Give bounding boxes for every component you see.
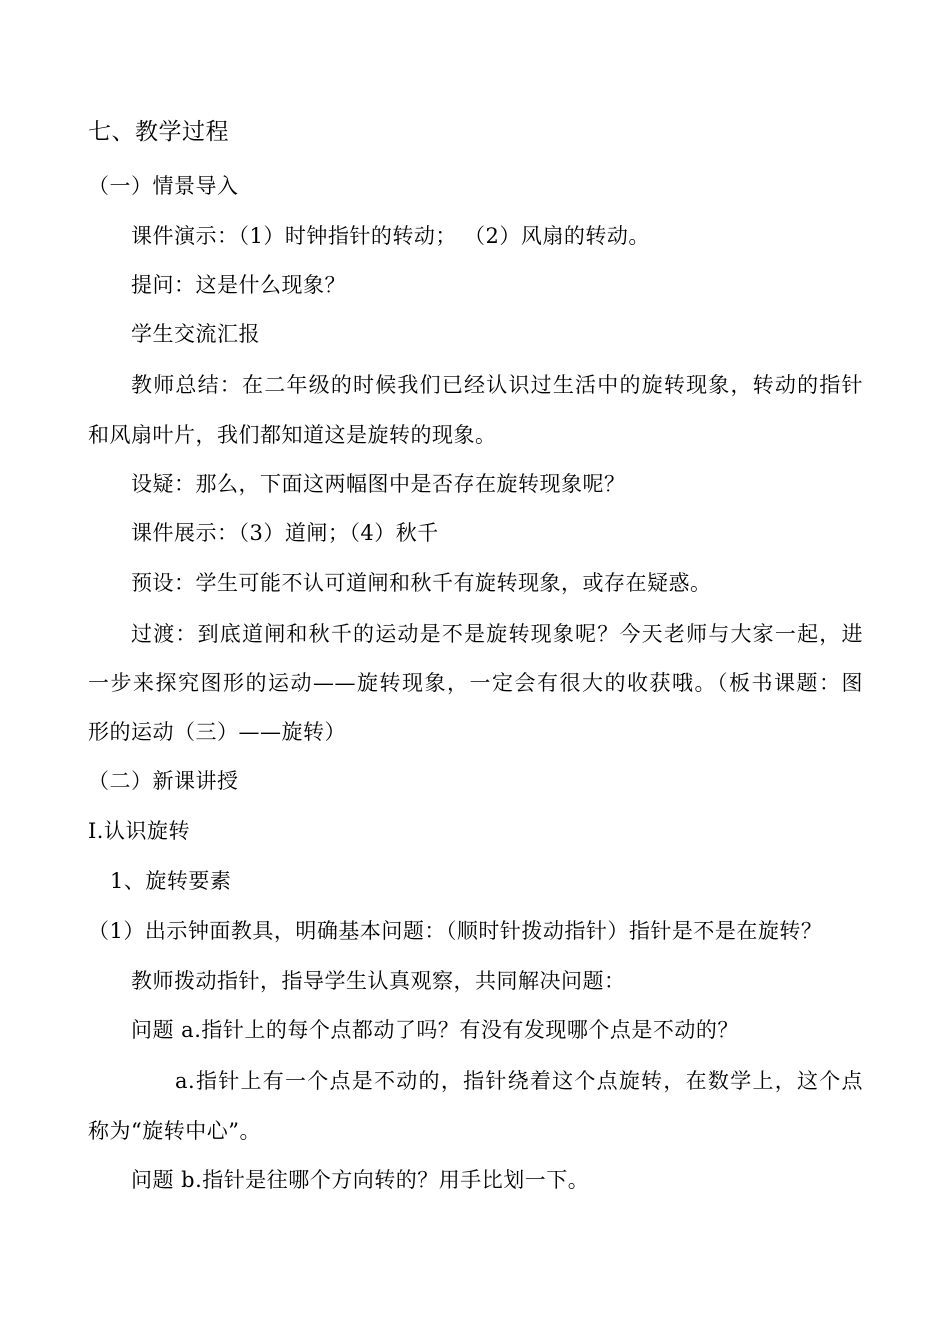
demo-line: 课件演示：（1）时钟指针的转动； （2）风扇的转动。 <box>131 224 650 248</box>
part1-heading: （一）情景导入 <box>88 174 239 198</box>
preset-line: 预设：学生可能不认可道闸和秋千有旋转现象，或存在疑惑。 <box>131 571 712 595</box>
answer-a-line-1: a.指针上有一个点是不动的，指针绕着这个点旋转，在数学上，这个点 <box>175 1069 863 1093</box>
answer-a-line-2: 称为“旋转中心”。 <box>88 1119 261 1143</box>
transition-line-3: 形的运动（三）——旋转） <box>88 720 346 744</box>
question-line: 提问：这是什么现象？ <box>131 273 346 297</box>
part2-sub-heading: Ⅰ.认识旋转 <box>88 819 190 843</box>
question-b-line: 问题 b.指针是往哪个方向转的？用手比划一下。 <box>131 1168 590 1192</box>
item1-heading: 1、旋转要素 <box>110 869 232 893</box>
teacher-action-line: 教师拨动指针，指导学生认真观察，共同解决问题： <box>131 969 626 993</box>
doubt-line: 设疑：那么，下面这两幅图中是否存在旋转现象呢？ <box>131 472 626 496</box>
section-title: 七、教学过程 <box>88 119 229 145</box>
question-a-line: 问题 a.指针上的每个点都动了吗？有没有发现哪个点是不动的？ <box>131 1018 739 1042</box>
transition-line-1: 过渡：到底道闸和秋千的运动是不是旋转现象呢？今天老师与大家一起，进 <box>131 622 863 646</box>
transition-line-2: 一步来探究图形的运动——旋转现象，一定会有很大的收获哦。（板书课题：图 <box>88 671 863 695</box>
step1-line: （1）出示钟面教具，明确基本问题：（顺时针拨动指针）指针是不是在旋转？ <box>88 919 823 943</box>
summary-line-2: 和风扇叶片，我们都知道这是旋转的现象。 <box>88 423 497 447</box>
display-line: 课件展示：（3）道闸；（4）秋千 <box>131 521 439 545</box>
summary-line-1: 教师总结：在二年级的时候我们已经认识过生活中的旋转现象，转动的指针 <box>131 373 863 397</box>
report-line: 学生交流汇报 <box>131 322 260 346</box>
part2-heading: （二）新课讲授 <box>88 769 239 793</box>
